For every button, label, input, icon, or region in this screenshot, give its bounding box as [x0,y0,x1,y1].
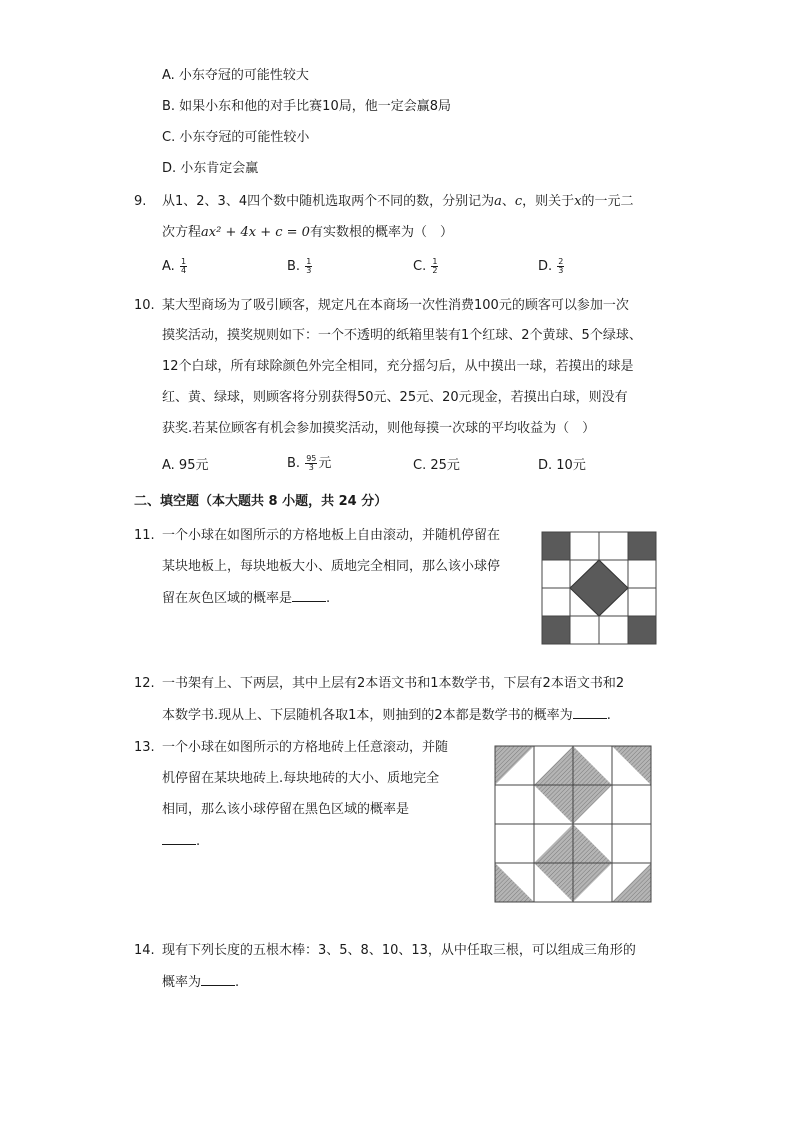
q10-opt-b-den: 3 [308,463,314,472]
q9-var-c: c [514,194,523,209]
q9-text-2a: 次方程 [162,225,202,240]
q9-opt-c-den: 2 [432,266,438,275]
q13-line-1: 一个小球在如图所示的方格地砖上任意滚动，并随 [162,740,449,755]
q13-line-4 [162,832,200,851]
q9-text-2b: 有实数根的概率为（ ） [309,225,453,240]
q9-text-1b: ，则关于 [522,194,575,209]
q13-line-3: 相同，那么该小球停留在黑色区域的概率是 [162,802,410,817]
q14-text-2: 概率为 [162,975,202,990]
q13-triangle-tr [612,746,651,785]
q9-opt-c-label: C. [413,259,427,274]
q10-line-1: 某大型商场为了吸引顾客，规定凡在本商场一次性消费100元的顾客可以参加一次 [162,298,629,313]
q12-number: 12. [134,676,155,691]
q9-opt-a-num: 1 [180,257,187,266]
q11-line-3 [162,589,330,608]
q9-text-1c: 的一元二 [581,194,634,209]
q10-line-5: 获奖.若某位顾客有机会参加摸奖活动，则他每摸一次球的平均收益为（ ） [162,421,596,436]
q9-equation: ax² + 4x + c = 0 [201,225,310,240]
q11-number: 11. [134,528,155,543]
q9-line-1 [162,193,634,211]
q10-option-c: C. 25元 [413,458,460,473]
q9-opt-b-fraction [305,258,312,275]
q11-corner-tl [542,532,570,560]
q11-corner-tr [628,532,656,560]
q13-triangle-bl [495,863,534,902]
q13-tile-grid-figure [494,745,652,903]
q9-option-b [287,258,313,276]
q11-line-1: 一个小球在如图所示的方格地板上自由滚动，并随机停留在 [162,528,501,543]
q10-opt-b-fraction [305,455,317,472]
q9-opt-d-den: 3 [558,266,564,275]
q9-option-c [413,258,439,276]
q13-end: . [196,834,201,849]
q10-line-3: 12个白球，所有球除颜色外完全相同，充分摇匀后，从中摸出一球，若摸出的球是 [162,359,634,374]
q13-triangle-br [612,863,651,902]
q10-opt-b-num: 95 [306,454,317,463]
q8-option-a: A. 小东夺冠的可能性较大 [162,68,309,83]
q13-number: 13. [134,740,155,755]
q9-opt-a-den: 4 [180,266,187,275]
q14-line-2 [162,973,239,992]
q10-option-a: A. 95元 [162,458,209,473]
q9-number: 9. [134,194,147,209]
q12-text-2: 本数学书.现从上、下层随机各取1本，则抽到的2本都是数学书的概率为 [162,708,573,723]
q14-end: . [235,975,240,990]
q10-opt-b-label: B. [287,456,301,471]
section-heading-fill-in: 二、填空题（本大题共 8 小题，共 24 分） [134,494,388,509]
q8-option-b: B. 如果小东和他的对手比赛10局，他一定会赢8局 [162,99,451,114]
q11-line-2: 某块地板上，每块地板大小、质地完全相同，那么该小球停 [162,559,501,574]
q13-answer-blank[interactable] [162,832,196,845]
q9-opt-c-num: 1 [432,257,438,266]
q12-answer-blank[interactable] [573,706,607,719]
q11-corner-bl [542,616,570,644]
q11-answer-blank[interactable] [292,589,326,602]
q11-end: . [326,591,331,606]
q10-number: 10. [134,298,155,313]
q9-var-x: x [574,194,582,209]
q9-option-a [162,258,188,276]
q11-tile-grid-figure [541,531,657,645]
q13-line-2: 机停留在某块地砖上.每块地砖的大小、质地完全 [162,771,440,786]
q9-opt-a-fraction [180,258,187,275]
q14-line-1: 现有下列长度的五根木棒：3、5、8、10、13，从中任取三根，可以组成三角形的 [162,943,636,958]
q9-opt-d-num: 2 [558,257,564,266]
q9-opt-d-label: D. [538,259,553,274]
q14-answer-blank[interactable] [201,973,235,986]
q12-line-1: 一书架有上、下两层，其中上层有2本语文书和1本数学书，下层有2本语文书和2 [162,676,625,691]
q10-opt-b-unit: 元 [318,456,332,471]
q11-corner-br [628,616,656,644]
q10-line-2: 摸奖活动，摸奖规则如下：一个不透明的纸箱里装有1个红球、2个黄球、5个绿球、 [162,328,642,343]
q14-number: 14. [134,943,155,958]
q8-option-d: D. 小东肯定会赢 [162,161,259,176]
q9-opt-b-den: 3 [306,266,312,275]
q12-line-2 [162,706,611,725]
q10-option-b [287,455,331,473]
q10-option-d: D. 10元 [538,458,586,473]
q9-line-2 [162,224,453,242]
q9-opt-d-fraction [557,258,564,275]
q9-var-a: a [494,194,502,209]
q9-option-d [538,258,565,276]
q9-sep: 、 [501,194,515,209]
q9-text-1: 从1、2、3、4四个数中随机选取两个不同的数，分别记为 [162,194,495,209]
q9-opt-a-label: A. [162,259,175,274]
q8-option-c: C. 小东夺冠的可能性较小 [162,130,310,145]
q12-end: . [606,708,611,723]
q11-text-3: 留在灰色区域的概率是 [162,591,293,606]
q11-center-diamond [570,560,628,616]
q13-triangle-tl [495,746,534,785]
q10-line-4: 红、黄、绿球，则顾客将分别获得50元、25元、20元现金，若摸出白球，则没有 [162,390,628,405]
q9-opt-b-num: 1 [306,257,312,266]
q9-opt-c-fraction [431,258,438,275]
q9-opt-b-label: B. [287,259,301,274]
